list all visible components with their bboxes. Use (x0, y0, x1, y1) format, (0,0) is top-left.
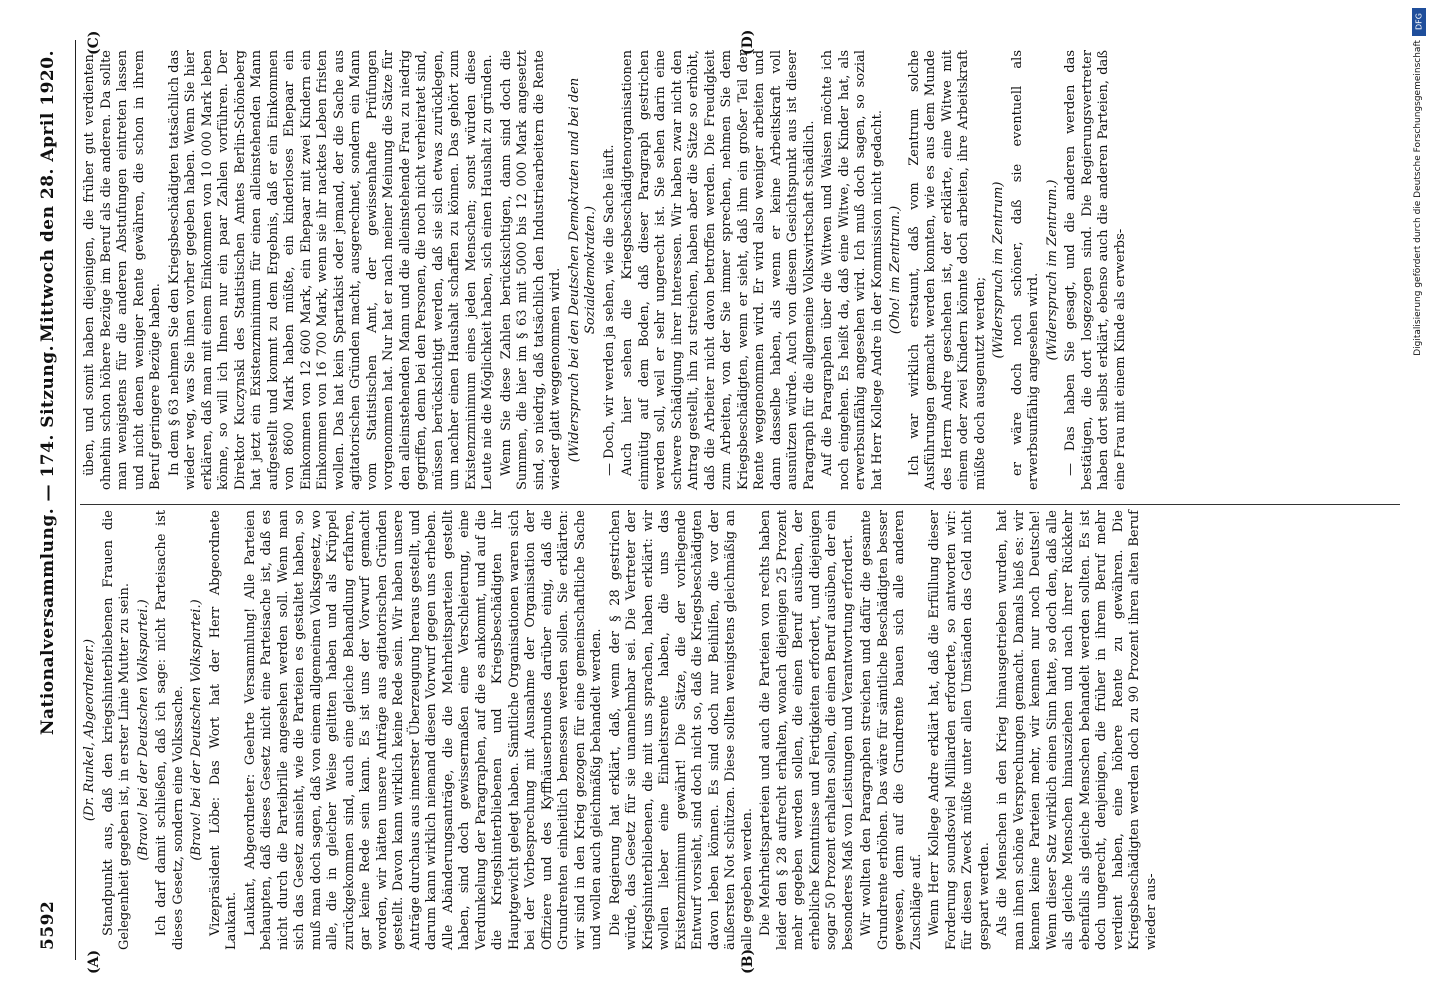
paragraph: er wäre doch noch schöner, daß sie eventuell als erwerbsunfähig angesehen wird. (1009, 50, 1041, 490)
header-rule (75, 40, 76, 960)
interjection-note: (Widerspruch im Zentrum.) (1044, 179, 1060, 361)
paragraph: Wir wollten den Paragraphen streichen und dafür die gesamte Grundrente erhöhen. Das wäre für sämtliche Beschädigten besser gewesen, denn auf die Grundrente bauen sich alle anderen Zuschläge auf. (859, 510, 924, 950)
page-number: 5592 (38, 900, 58, 950)
paragraph: Auch hier sehen die Kriegsbeschädigtenorganisationen einmütig auf dem Boden, daß dieser Paragraph gestrichen werden soll, weil er sehr ungerecht ist. Sie sehen darin eine schwere Schädigung ihrer Interessen. Wir haben zwar nicht den Antrag gestellt, ihn zu streichen, haben aber die Sätze so erhöht, daß die Arbeiter nicht davon betroffen werden. Die Freudigkeit zum Arbeiten, von der Sie immer sprechen, nehmen Sie dem Kriegsbeschädigten, wenn er sieht, daß ihm ein großer Teil der Rente weggenommen wird. Er wird also weniger arbeiten und dann dasselbe haben, als wenn er keine Arbeitskraft voll ausnützen würde. Auch von diesem Gesichtspunkt aus ist dieser Paragraph für die allgemeine Volkswirtschaft schädlich. (620, 50, 817, 490)
applause-note: (Bravo! bei der Deutschen Volkspartei.) (135, 599, 151, 861)
paragraph: Laukant, Abgeordneter: Geehrte Versammlung! Alle Parteien behaupten, daß dieses Gesetz nicht eine Parteisache ist, daß es nicht durch die Parteibrille angesehen werden soll. Wenn man sich das Gesetz ansieht, wie die Parteien es gestaltet haben, so muß man doch sagen, daß von einem allgemeinen Volksgesetz, wo alle, die in gleicher Weise gelitten haben und als Krüppel zurückgekommen sind, auch eine gleiche Behandlung erfahren, gar keine Rede sein kann. Es ist uns der Vorwurf gemacht worden, wir hätten unsere Anträge aus agitatorischen Gründen gestellt. Davon kann wirklich keine Rede sein. Wir haben unsere Anträge durchaus aus innerster Überzeugung heraus gestellt, und darum kann wirklich niemand diesen Vorwurf gegen uns erheben. Alle Abänderungsanträge, die die Mehrheitsparteien gestellt haben, sind doch gewissermaßen eine Verschleierung, eine Verdunkelung der Paragraphen, auf die es ankommt, und auf die die Kriegshinterbliebenen und Kriegsbeschädigten ihr Hauptgewicht gelegt haben. Sämtliche Organisationen waren sich bei der Vorbesprechung mit Ausnahme der Organisation der Offiziere und des Kyffhäuserbundes darüber einig, daß die Grundrenten einheitlich bemessen werden sollen. Sie erklärten: wir sind in den Krieg gezogen für eine gemeinschaftliche Sache und wollen auch gleichmäßig behandelt werden. (242, 510, 604, 950)
paragraph: Standpunkt aus, daß den kriegshinterbliebenen Frauen die Gelegenheit gegeben ist, in erster Linie Mutter zu sein. (100, 510, 132, 950)
paragraph: — Das haben Sie gesagt, und die anderen werden das bestätigen, die dort losgezogen sind. Die Regierungsvertreter haben dort selbst erklärt, ebenso auch die anderen Parteien, daß eine Frau mit einem Kinde als erwerbs- (1063, 50, 1128, 490)
paragraph: Auf die Paragraphen über die Witwen und Waisen möchte ich noch eingehen. Es heißt da, daß eine Witwe, die Kinder hat, als erwerbsunfähig angesehen wird. Ich muß doch sagen, so sozial hat Herr Kollege Andre in der Kommission nicht gedacht. (820, 50, 885, 490)
paragraph: Ich darf damit schließen, daß ich sage: nicht Parteisache ist dieses Gesetz, sondern eine Volkssache. (154, 510, 186, 950)
applause-note: (Bravo! bei der Deutschen Volkspartei.) (189, 599, 204, 861)
interjection-note: (Widerspruch bei den Deutschen Demokraten und bei den Sozialdemokraten.) (566, 77, 598, 463)
credit-text: Digitalisierung gefördert durch die Deutsche Forschungsgemeinschaft (1413, 40, 1423, 356)
page-title: Nationalversammlung. — 174. Sitzung. (38, 344, 58, 736)
paragraph: — Doch, wir werden ja sehen, wie die Sache läuft. (601, 144, 617, 476)
paragraph: Vizepräsident Löbe: Das Wort hat der Herr Abgeordnete Laukant. (207, 510, 239, 950)
paragraph: Als die Menschen in den Krieg hinausgetrieben wurden, hat man ihnen schöne Versprechungen gemacht. Damals hieß es: wir kennen keine Parteien mehr, wir kennen nur noch Deutsche! Wenn dieser Satz wirklich einen Sinn hatte, so doch den, daß alle als gleiche Menschen hinausziehen und nach ihrer Rückkehr ebenfalls als gleiche Menschen behandelt werden sollten. Es ist doch ungerecht, denjenigen, die früher in ihrem Beruf mehr verdient haben, eine höhere Rente zu gewähren. Die Kriegsbeschädigten werden doch zu 90 Prozent ihren alten Beruf wieder aus- (995, 510, 1159, 950)
digitization-credit (1410, 0, 1432, 1000)
page-header (30, 20, 70, 980)
paragraph: üben, und somit haben diejenigen, die früher gut verdienten, ohnehin schon höhere Bezüge im Beruf als die anderen. Da sollte man wenigstens für die anderen Abstufungen eintreten lassen und nicht denen weniger Rente gewähren, die schon in ihrem Beruf geringere Bezüge haben. (82, 50, 163, 490)
margin-marker-b: (B) (740, 948, 756, 974)
paragraph: In dem § 63 nehmen Sie den Kriegsbeschädigten tatsächlich das wieder weg, was Sie ihnen vorher gegeben haben. Wenn Sie hier erklären, daß man mit einem Einkommen von 10 000 Mark leben könne, so will ich Ihnen nur ein paar Zahlen vorführen. Der Direktor Kuczynski des Statistischen Amtes Berlin-Schöneberg hat jetzt ein Existenzminimum für einen alleinstehenden Mann aufgestellt und kommt zu dem Ergebnis, daß er ein Einkommen von 8600 Mark haben müßte, ein kinderloses Ehepaar ein Einkommen von 12 600 Mark, ein Ehepaar mit zwei Kindern ein Einkommen von 16 700 Mark, wenn sie ihr nacktes Leben fristen wollen. Das hat kein Spartakist oder jemand, der die Sache aus agitatorischen Gründen macht, ausgerechnet, sondern ein Mann vom Statistischen Amt, der gewissenhafte Prüfungen vorgenommen hat. Nur hat er nach meiner Meinung die Sätze für den alleinstehenden Mann und die alleinstehende Frau zu niedrig gegriffen, denn bei den Personen, die noch nicht verheiratet sind, müssen berücksichtigt werden, daß sie sich etwas zurücklegen, um nachher einen Haushalt schaffen zu können. Das gehört zum Existenzminimum eines jeden Menschen; sonst würden diese Leute nie die Möglichkeit haben, sich einen Haushalt zu gründen. (166, 50, 495, 490)
speaker-note: (Dr. Runkel, Abgeordneter.) (82, 638, 97, 822)
paragraph: Die Regierung hat erklärt, daß, wenn der § 28 gestrichen würde, das Gesetz für sie unannehmbar sei. Die Vertreter der Kriegshinterbliebenen, die mit uns sprachen, haben erklärt: wir wollen lieber eine Einheitsrente haben, die uns das Existenzminimum gewährt! Die Sätze, die der vorliegende Entwurf vorsieht, sind doch nicht so, daß die Kriegsbeschädigten davon leben können. Es sind doch nur Beihilfen, die vor der äußersten Not schützen. Diese sollten wenigstens gleichmäßig an alle gegeben werden. (607, 510, 755, 950)
dfg-logo-icon: DFG (1412, 8, 1426, 36)
interjection-note: (Widerspruch im Zentrum) (991, 181, 1006, 359)
column-divider (80, 504, 1400, 505)
margin-marker-a: (A) (86, 949, 102, 974)
paragraph: Ich war wirklich erstaunt, daß vom Zentrum solche Ausführungen gemacht werden konnten, wie es aus dem Munde des Herrn Andre geschehen ist, der erklärte, eine Witwe mit einem oder zwei Kindern könnte doch arbeiten, ihre Arbeitskraft müßte doch ausgenutzt werden; (906, 50, 988, 490)
margin-marker-d: (D) (740, 29, 756, 55)
paragraph: Die Mehrheitsparteien und auch die Parteien von rechts haben leider den § 28 aufrecht erhalten, wonach diejenigen 25 Prozent mehr gegeben werden sollen, die einen Beruf ausüben, der erhebliche Kenntnisse und Fertigkeiten erfordert, und diejenigen sogar 50 Prozent erhalten sollen, die einen Beruf ausüben, der ein besonderes Maß von Leistungen und Verantwortung erfordert. (758, 510, 856, 950)
margin-marker-c: (C) (86, 30, 102, 55)
rotated-page (0, 20, 1410, 980)
right-column (82, 50, 1131, 490)
page-date: Mittwoch den 28. April 1920. (38, 50, 58, 343)
interjection-note: (Oho! im Zentrum.) (888, 205, 903, 335)
left-column (82, 510, 1162, 950)
paragraph: Wenn Herr Kollege Andre erklärt hat, daß die Erfüllung dieser Forderung soundsoviel Milliarden erforderte, so antworten wir: für diesen Zweck müßte unter allen Umständen das Geld nicht gespart werden. (927, 510, 992, 950)
paragraph: Wenn Sie diese Zahlen berücksichtigen, dann sind doch die Summen, die hier im § 63 mit 5000 bis 12 000 Mark angesetzt sind, so niedrig, daß tatsächlich den Industriearbeitern die Rente wieder glatt weggenommen wird. (498, 50, 563, 490)
